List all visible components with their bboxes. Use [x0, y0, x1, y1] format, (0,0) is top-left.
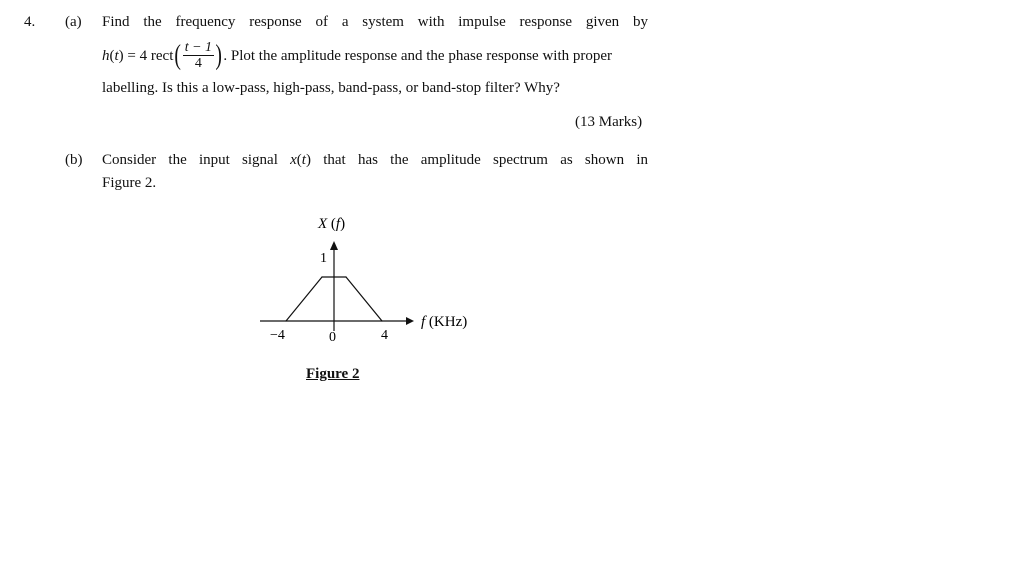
x-tick-4: 4: [381, 328, 388, 343]
x-axis-arrowhead: [406, 317, 414, 325]
x-variable: t: [301, 152, 306, 168]
left-paren: (: [174, 40, 182, 71]
rect-function: rect: [150, 47, 174, 64]
right-paren: ): [215, 40, 222, 71]
part-b-line1-post: that has the amplitude spectrum as shown in: [323, 152, 649, 168]
part-a-line1: Find the frequency response of a system with impulse response given by: [102, 14, 648, 30]
part-a-label: (a): [65, 14, 82, 30]
x-axis-label: f (KHz): [421, 314, 468, 330]
part-b-line1-pre: Consider the input signal: [102, 152, 278, 168]
fraction-numerator: t − 1: [184, 40, 213, 55]
part-a-equation-line: h ( t ) = 4 rect ( $\frac{t - 1}{4}$ ) . Plot the amplitude response and the phase response with proper: [102, 40, 613, 71]
question-number: 4.: [24, 14, 36, 30]
part-a-marks: (13 Marks): [575, 114, 643, 130]
part-a-line3: labelling. Is this a low-pass, high-pass, band-pass, or band-stop filter? Why?: [102, 80, 560, 96]
h-function: h: [102, 47, 110, 64]
x-tick-0: 0: [329, 330, 336, 345]
y-axis-label: X (f): [318, 216, 346, 232]
equals-four: = 4: [127, 47, 148, 64]
spectrum-vertex-1: [321, 276, 322, 277]
part-b-line1: Consider the input signal x(t) that has the amplitude spectrum as shown in: [102, 152, 649, 168]
spectrum-vertex-0: [285, 320, 286, 321]
y-peak-label: 1: [320, 251, 327, 266]
spectrum-vertex-3: [381, 320, 382, 321]
part-b-line2: Figure 2.: [102, 175, 157, 191]
h-variable: t: [114, 47, 119, 64]
fraction-denominator: 4: [194, 56, 202, 71]
part-a-line2-rest: . Plot the amplitude response and the phase response with proper: [223, 47, 613, 64]
part-b-label: (b): [65, 152, 83, 168]
x-function: x: [290, 152, 297, 168]
x-tick-neg4: −4: [270, 328, 285, 343]
figure-caption: Figure 2: [306, 366, 360, 382]
spectrum-vertex-2: [345, 276, 346, 277]
y-axis-arrowhead: [330, 241, 338, 250]
